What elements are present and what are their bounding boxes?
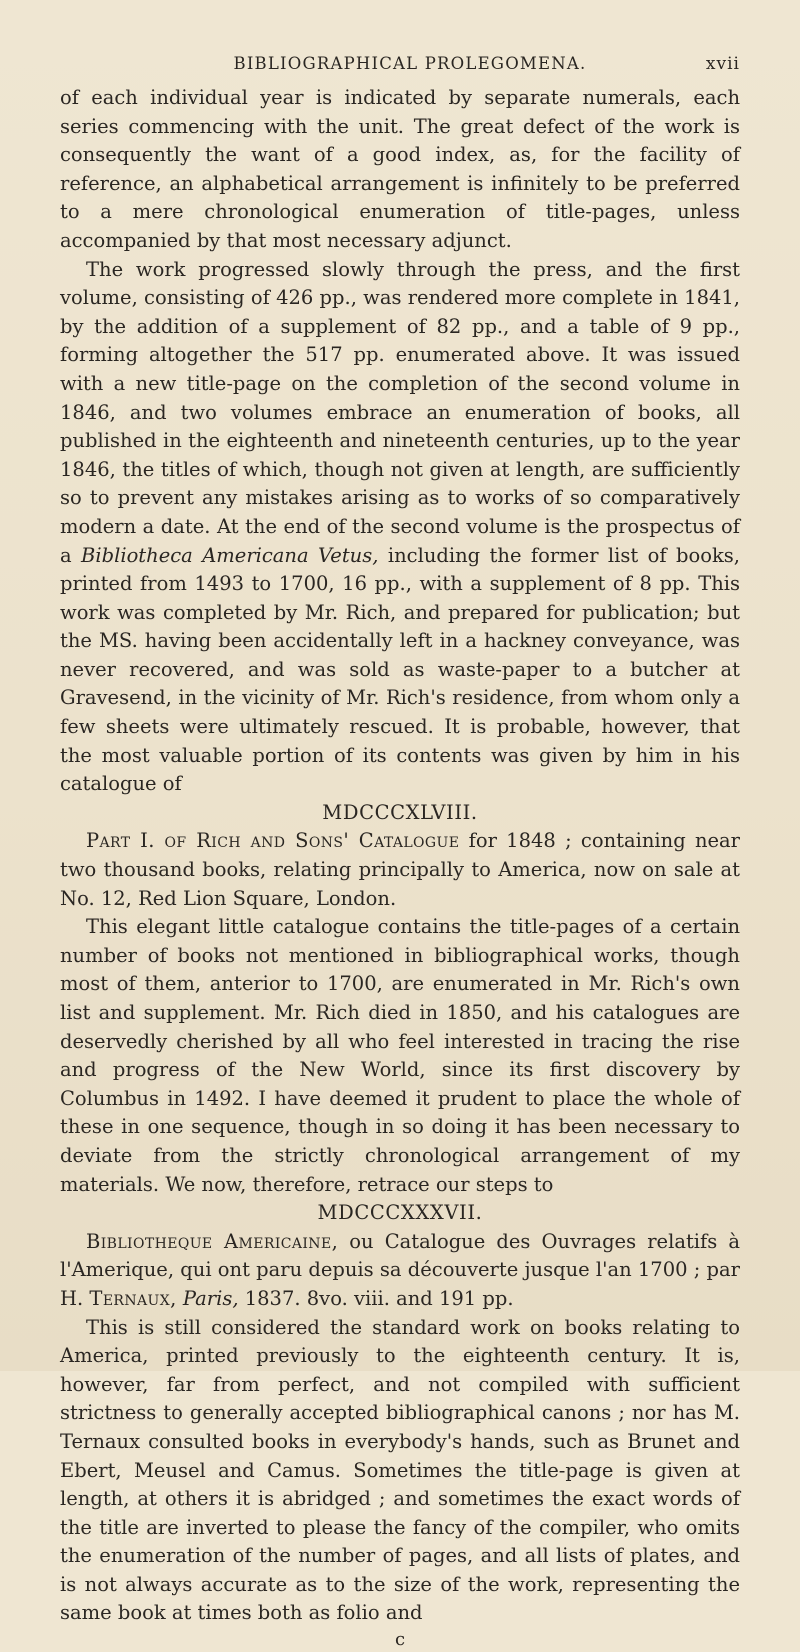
paragraph-commentary: This is still considered the standard work on books relating to America, printed previously to the eighteenth century. It is, however, far from perfect, and not compiled with sufficient strictness to generally accepted bibliographical canons ; nor has M. Ternaux consulted books in everybody's hands, such as Brunet and Ebert, Meusel and Camus. Sometimes the title-page is given at length, at others it is abridged ; and sometimes the exact words of the title are inverted to please the fancy of the compiler, who omits the enumeration of the number of pages, and all lists of plates, and is not always accurate as to the size of the work, representing the same book at times both as folio and (60, 1315, 740, 1625)
italic-title: Bibliotheca Americana Vetus, (81, 543, 379, 567)
entry-text: 1837. 8vo. viii. and 191 pp. (238, 1286, 514, 1310)
entry-place: Paris, (176, 1286, 239, 1310)
entry-text: for 1848 ; containing near two thousand books, relating principally to America, now on sale at No. 12, Red Lion Square, London. (60, 829, 741, 910)
paragraph-text: The work progressed slowly through the press, and the first volume, consisting of 426 pp., was rendered more complete in 1841, by the addition of a supplement of 82 pp., and a table of 9 pp., forming altogether the 517 pp. enumerated above. It was issued with a new title-page on the completion of the second volume in 1846, and two volumes embrace an enumeration of books, all published in the eighteenth and nineteenth centuries, up to the year 1846, the titles of which, though not given at length, are sufficiently so to prevent any mistakes arising as to works of so comparatively modern a date. At the end of the second volume is the prospectus of a (60, 257, 740, 567)
entry-text: ou Catalogue des Ouvrages relatifs à l'Amerique, qui ont paru depuis sa découverte jusque l'an 1700 ; par H. (60, 1229, 740, 1310)
paragraph-text: including the former list of books, printed from 1493 to 1700, 16 pp., with a supplement of 8 pp. This work was completed by Mr. Rich, and prepared for publication; but the MS. having been accidentally left in a hackney conveyance, was never recovered, and was sold as waste-paper to a butcher at Gravesend, in the vicinity of Mr. Rich's residence, from whom only a few sheets were ultimately rescued. It is probable, however, that the most valuable portion of its contents was given by him in his catalogue of (60, 543, 741, 796)
paragraph-continuation: of each individual year is indicated by separate numerals, each series commencing with the unit. The great defect of the work is consequently the want of a good index, as, for the facility of reference, an alphabetical arrangement is infinitely to be preferred to a mere chronological enumeration of title-pages, unless accompanied by that most necessary adjunct. (60, 86, 740, 252)
running-head (60, 54, 740, 84)
catalogue-entry (60, 1228, 740, 1314)
paragraph-commentary: This elegant little catalogue contains the title-pages of a certain number of books not mentioned in bibliographical works, though most of them, anterior to 1700, are enumerated in Mr. Rich's own list and supplement. Mr. Rich died in 1850, and his catalogues are deservedly cherished by all who feel interested in tracing the rise and progress of the New World, since its first discovery by Columbus in 1492. I have deemed it prudent to place the whole of these in one sequence, though in so doing it has been necessary to deviate from the strictly chronological arrangement of my materials. We now, therefore, retrace our steps to (60, 915, 740, 1196)
entry-title: Bibliotheque Americaine, (86, 1229, 339, 1253)
paragraph-progress (60, 256, 740, 799)
entry-author: Ternaux, (89, 1286, 177, 1310)
catalogue-entry (60, 827, 740, 913)
page-body (60, 84, 740, 1628)
signature-mark: c (394, 1629, 406, 1651)
page-number: xvii (705, 54, 740, 74)
running-title: BIBLIOGRAPHICAL PROLEGOMENA. (233, 54, 587, 73)
year-heading: MDCCCXXXVII. (317, 1201, 483, 1225)
year-heading: MDCCCXLVIII. (322, 800, 478, 824)
entry-title: Part I. of Rich and Sons' Catalogue (86, 829, 460, 853)
